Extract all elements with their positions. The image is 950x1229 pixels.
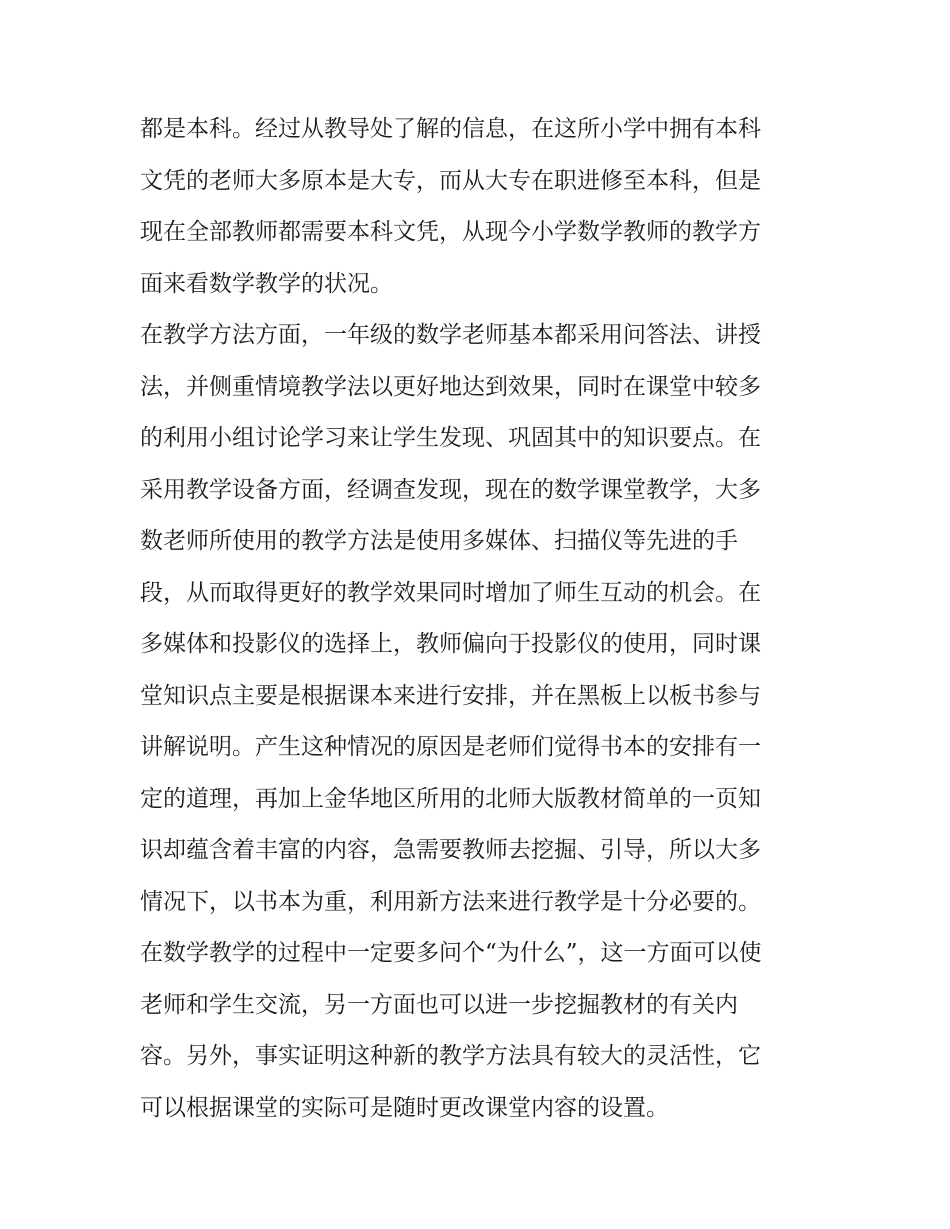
body-text (140, 104, 820, 1134)
text-line: 多媒体和投影仪的选择上，教师偏向于投影仪的使用，同时课 (140, 631, 761, 657)
text-line: 文凭的老师大多原本是大专，而从大专在职进修至本科，但是 (140, 167, 761, 194)
text-line: 识却蕴含着丰富的内容，急需要教师去挖掘、引导，所以大多 (140, 837, 761, 863)
text-line: 的利用小组讨论学习来让学生发现、巩固其中的知识要点。在 (140, 425, 761, 451)
text-line: 讲解说明。产生这种情况的原因是老师们觉得书本的安排有一 (140, 734, 761, 760)
text-line: 数老师所使用的教学方法是使用多媒体、扫描仪等先进的手 (140, 528, 738, 554)
text-line: 在教学方法方面，一年级的数学老师基本都采用问答法、讲授 (140, 322, 761, 348)
text-line: 段，从而取得更好的教学效果同时增加了师生互动的机会。在 (140, 579, 761, 606)
text-line: 容。另外，事实证明这种新的教学方法具有较大的灵活性，它 (140, 1043, 761, 1069)
text-line: 都是本科。经过从教导处了解的信息，在这所小学中拥有本科 (140, 116, 761, 142)
text-line: 面来看数学教学的状况。 (140, 270, 393, 297)
text-line: 定的道理，再加上金华地区所用的北师大版教材简单的一页知 (140, 785, 761, 812)
text-line: 现在全部教师都需要本科文凭，从现今小学数学教师的教学方 (140, 219, 761, 245)
text-line: 情况下，以书本为重，利用新方法来进行教学是十分必要的。 (140, 888, 761, 915)
text-line: 可以根据课堂的实际可是随时更改课堂内容的设置。 (140, 1094, 669, 1121)
text-line: 老师和学生交流，另一方面也可以进一步挖掘教材的有关内 (140, 991, 738, 1018)
text-line: 堂知识点主要是根据课本来进行安排，并在黑板上以板书参与 (140, 682, 761, 709)
text-line: 采用教学设备方面，经调查发现，现在的数学课堂教学，大多 (140, 476, 761, 503)
text-line: 法，并侧重情境教学法以更好地达到效果，同时在课堂中较多 (140, 373, 761, 400)
text-line: 在数学教学的过程中一定要多问个“为什么”，这一方面可以使 (140, 940, 762, 966)
